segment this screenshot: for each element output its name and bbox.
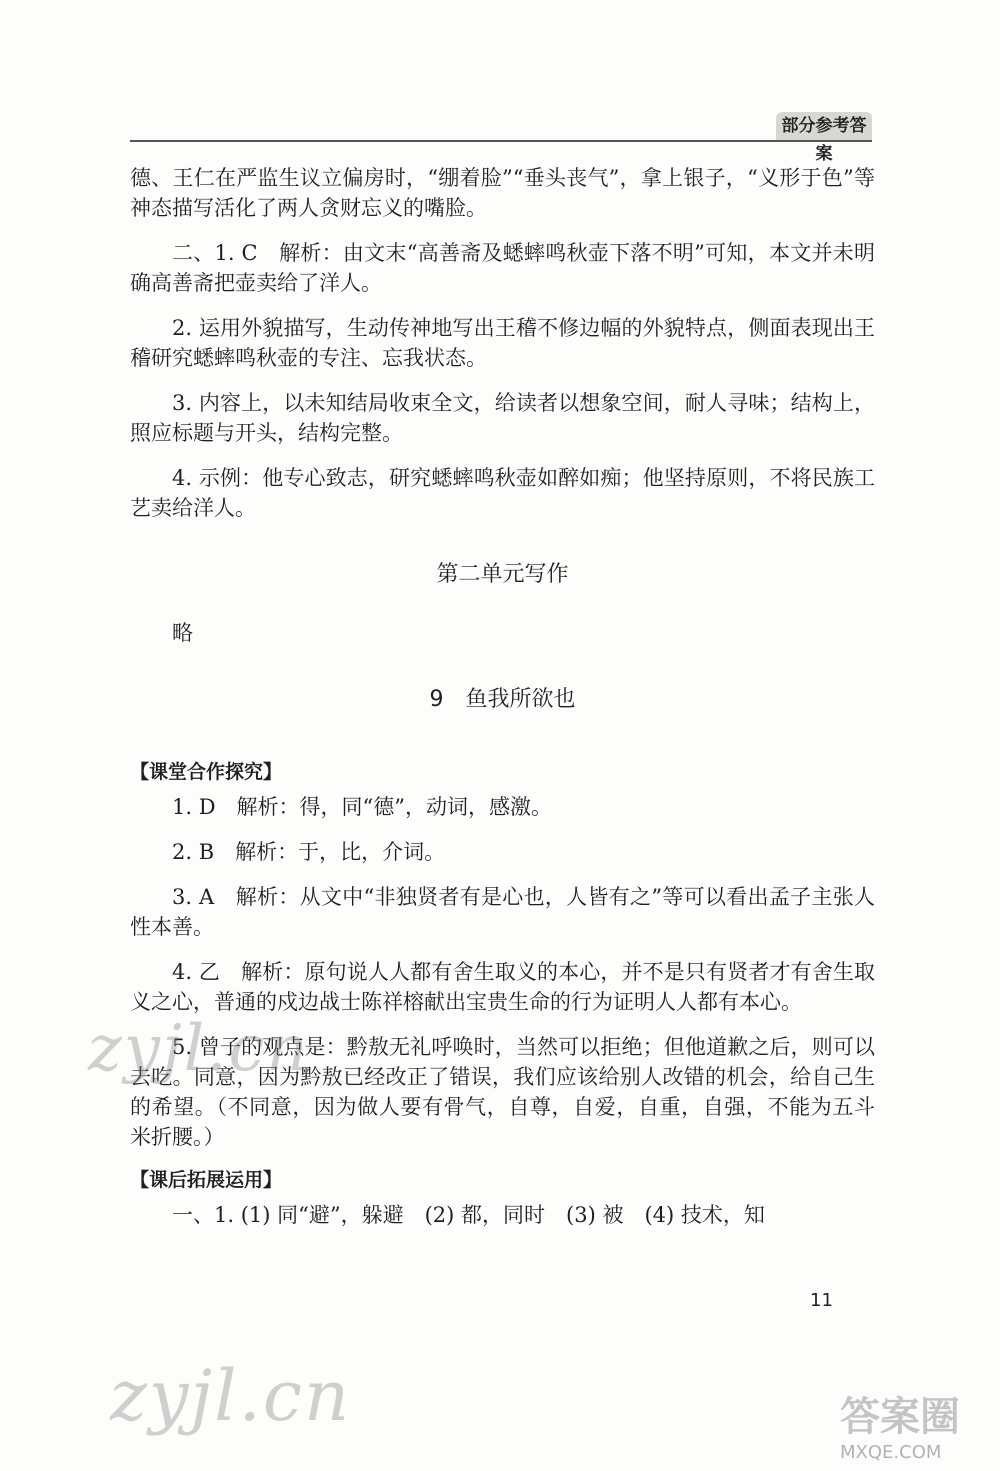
- corner-watermark-logo: [840, 1385, 970, 1463]
- answer-item: 4. 乙 解析：原句说人人都有舍生取义的本心，并不是只有贤者才有舍生取义之心，普通的戍边战士陈祥榕献出宝贵生命的行为证明人人都有本心。: [130, 960, 875, 1014]
- answer-item: 5. 曾子的观点是：黔敖无礼呼唤时，当然可以拒绝；但他道歉之后，则可以去吃。同意，因为黔敖已经改正了错误，我们应该给别人改错的机会，给自己生的希望。（不同意，因为做人要有骨气，自尊，自爱，自重，自强，不能为五斗米折腰。）: [130, 1035, 875, 1149]
- paragraph: 2. 运用外貌描写，生动传神地写出王稽不修边幅的外貌特点，侧面表现出王稽研究蟋蟀鸣秋壶的专注、忘我状态。: [130, 316, 875, 370]
- section-title-extension: 【课后拓展运用】: [130, 1169, 283, 1191]
- page-number: 11: [810, 1290, 833, 1311]
- omitted-note: 略: [172, 621, 193, 645]
- answer-item: 1. D 解析：得，同“德”，动词，感激。: [172, 795, 553, 819]
- corner-watermark-url: MXQE.COM: [840, 1442, 942, 1463]
- watermark-mid: zyjl.cn: [88, 1012, 310, 1086]
- lesson-heading: 9 鱼我所欲也: [429, 687, 576, 712]
- paragraph: 德、王仁在严监生议立偏房时，“绷着脸”“垂头丧气”，拿上银子，“义形于色”等神态描写活化了两人贪财忘义的嘴脸。: [130, 166, 875, 220]
- answer-item: 2. B 解析：于，比，介词。: [172, 840, 446, 864]
- paragraph: 3. 内容上，以未知结局收束全文，给读者以想象空间，耐人寻味；结构上，照应标题与开头，结构完整。: [130, 391, 875, 445]
- paragraph: 4. 示例：他专心致志，研究蟋蟀鸣秋壶如醉如痴；他坚持原则，不将民族工艺卖给洋人。: [130, 466, 875, 520]
- answer-item: 3. A 解析：从文中“非独贤者有是心也，人皆有之”等可以看出孟子主张人性本善。: [130, 885, 875, 939]
- unit-heading: 第二单元写作: [436, 562, 569, 587]
- watermark-bottom: zyjl.cn: [110, 1355, 352, 1437]
- paragraph: 二、1. C 解析：由文末“高善斋及蟋蟀鸣秋壶下落不明”可知，本文并未明确高善斋把壶卖给了洋人。: [130, 241, 875, 295]
- section-header-tab: 部分参考答案: [776, 112, 872, 140]
- corner-watermark-text: 答案圈: [840, 1394, 960, 1440]
- header-rule: [130, 140, 872, 142]
- answer-item: 一、1. (1) 同“避”，躲避 (2) 都，同时 (3) 被 (4) 技术，知: [172, 1203, 765, 1227]
- section-title-class-exploration: 【课堂合作探究】: [130, 761, 283, 783]
